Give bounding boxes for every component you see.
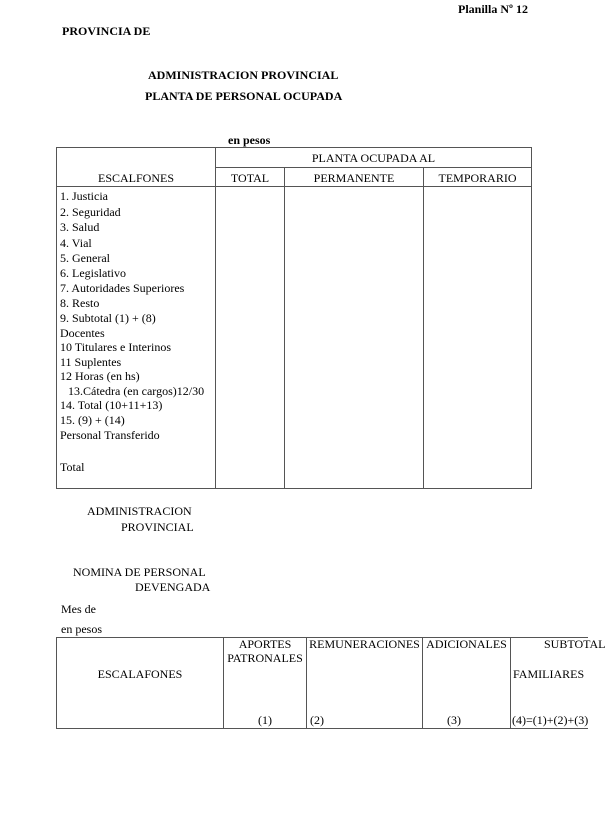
- row-label: 3. Salud: [60, 220, 100, 234]
- column-header-familiares: FAMILIARES: [513, 667, 585, 681]
- row-label: 7. Autoridades Superiores: [60, 281, 185, 295]
- row-label: 10 Titulares e Interinos: [60, 340, 171, 354]
- row-label: Personal Transferido: [60, 428, 160, 442]
- row-label: 4. Vial: [60, 236, 92, 250]
- row-label: 12 Horas (en hs): [60, 369, 140, 383]
- row-label: 9. Subtotal (1) + (8): [60, 311, 156, 325]
- page-title: ADMINISTRACION PROVINCIAL: [148, 68, 339, 82]
- column-header-permanente: PERMANENTE: [313, 171, 395, 185]
- row-label: 13.Cátedra (en cargos)12/30: [68, 384, 205, 398]
- month-label: Mes de: [61, 602, 96, 616]
- section2-subtitle: NOMINA DE PERSONAL: [73, 565, 206, 579]
- group-header: PLANTA OCUPADA AL: [311, 151, 436, 165]
- footnote-adicionales: (3): [447, 713, 461, 727]
- row-label: 2. Seguridad: [60, 205, 121, 219]
- page-subtitle: PLANTA DE PERSONAL OCUPADA: [145, 89, 343, 103]
- section2-title-line2: PROVINCIAL: [121, 520, 194, 534]
- row-label: 5. General: [60, 251, 110, 265]
- column-header-remuneraciones: REMUNERACIONES: [309, 637, 420, 651]
- province-label: PROVINCIA DE: [62, 24, 151, 38]
- column-header-temporario: TEMPORARIO: [438, 171, 517, 185]
- section2-title: ADMINISTRACION: [87, 504, 192, 518]
- form-number: Planilla Nº 12: [458, 2, 528, 16]
- column-header-total: TOTAL: [230, 171, 270, 185]
- footnote-subtotal: (4)=(1)+(2)+(3): [512, 713, 589, 727]
- footnote-aportes: (1): [258, 713, 272, 727]
- column-header-patronales: PATRONALES: [227, 651, 303, 665]
- row-label: 14. Total (10+11+13): [60, 398, 163, 412]
- column-header-escalafones: ESCALFONES: [97, 171, 174, 185]
- currency-note-2: en pesos: [61, 622, 102, 636]
- column-header-escalafones: ESCALAFONES: [97, 667, 183, 681]
- row-label: 1. Justicia: [60, 189, 108, 203]
- row-label: Total: [60, 460, 85, 474]
- column-header-subtotal: SUBTOTAL: [544, 637, 606, 651]
- row-label: 8. Resto: [60, 296, 100, 310]
- section2-subtitle-line2: DEVENGADA: [135, 580, 211, 594]
- footnote-remuneraciones: (2): [310, 713, 324, 727]
- row-label: Docentes: [60, 326, 105, 340]
- row-label: 6. Legislativo: [60, 266, 126, 280]
- row-label: 15. (9) + (14): [60, 413, 125, 427]
- column-header-adicionales: ADICIONALES: [426, 637, 507, 651]
- row-label: 11 Suplentes: [60, 355, 122, 369]
- currency-note: en pesos: [228, 133, 271, 147]
- column-header-aportes: APORTES: [238, 637, 292, 651]
